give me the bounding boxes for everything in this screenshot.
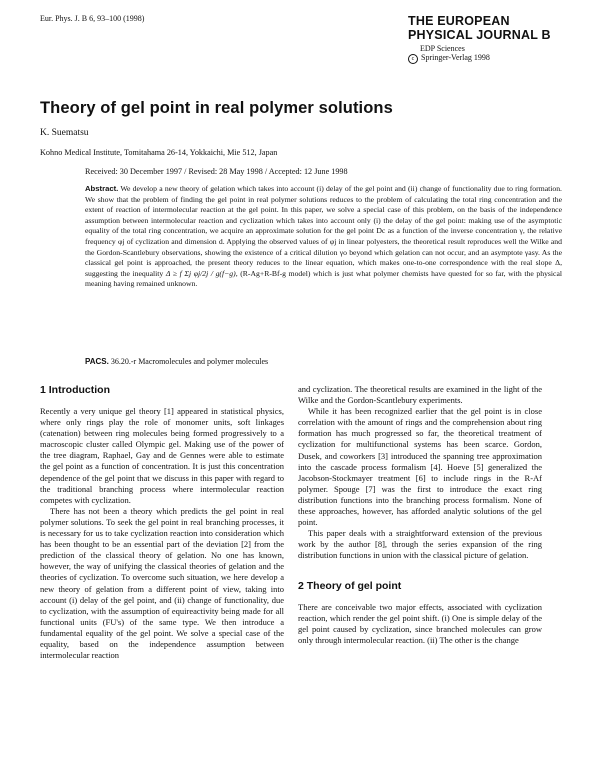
journal-title-line2: PHYSICAL JOURNAL B bbox=[408, 28, 551, 42]
intro-paragraph-2: There has not been a theory which predicts the gel point in real polymer solutions. To seek the gel point in real branching processes, it is necessary for us to take cyclization reaction into consideration which has been thought to be an essential part of the deviation [2] from the prediction of the classical theory of gelation. No one has known, however, the way of unifying the classical theories of gelation and the theories of cyclization. To overcome such situation, we here develop a new theory of gelation from a different point of view, taking into account (i) delay of the gel point, and (ii) change of functionality, due to cyclization, with the assumption of equireactivity being made for all functional units (FU's) of the same type. We then introduce a fundamental equality of the gel point. We solve a special case of the equality, based on the independence assumption between intermolecular reaction bbox=[40, 505, 284, 661]
section-heading-introduction: 1 Introduction bbox=[40, 384, 110, 396]
publisher-info bbox=[408, 44, 578, 64]
right-column bbox=[298, 384, 542, 646]
abstract-label: Abstract. bbox=[85, 184, 119, 193]
left-column bbox=[40, 384, 284, 661]
abstract-text-2: , (R-Ag+R-Bf-g model) which is just what polymer chemists have quested for so far, with the physical meaning having remained unknown. bbox=[85, 268, 563, 289]
paper-affiliation: Kohno Medical Institute, Tomitahama 26-14, Yokkaichi, Mie 512, Japan bbox=[40, 148, 278, 157]
abstract-text-1: We develop a new theory of gelation which takes into account (i) delay of the gel point and (ii) change of functionality due to ring formation. We show that the problem of finding the gel point in real polymer solutions reduces to the problem of calculating the total ring concentration and the extent of reaction of intermolecular reaction at the gel point. In this paper, we solve a special case of this problem, on the basis of the independence assumption between intermolecular reaction and cyclization which takes into account only (i) the delay of the gel point: making use of the asymptotic equality of the total ring concentration, we acquire an approximate solution for the gel point Dc as a function of the inverse concentration γ, the relative frequency φj of cyclization and dimension d. Applying the observed values of φj in linear polyesters, the theoretical result reproduces well the Wilke and the Gordon-Scantlebury observations, showing the existence of a critical dilution γo beyond which gelation can not occur, and an asymptote γasy. As the classical gel point is approached, the present theory reduces to the linear equation, which makes one-to-one correspondence with the real slope Δ, suggesting the inequality bbox=[85, 184, 562, 278]
abstract-inequality: Δ ≥ f Σj φj/2j / g(f−g) bbox=[165, 268, 236, 278]
intro-paragraph-4: This paper deals with a straightforward extension of the previous work by the author [8], through the series expansion of the ring distribution functions in union with the classical picture of gelation. bbox=[298, 528, 542, 561]
paper-dates: Received: 30 December 1997 / Revised: 28 May 1998 / Accepted: 12 June 1998 bbox=[85, 167, 348, 176]
intro-paragraph-1: Recently a very unique gel theory [1] appeared in statistical physics, where only rings play the role of monomer units, soft linkages (catenation) between ring molecules being formed progressively to a macroscopic cluster called Olympic gel. Making use of the power of the tree diagram, Raphael, Gay and de Gennes were able to estimate the gel point as a function of concentration. It is just this concentration dependence of the gel point that we discuss in this paper with regard to the traditional branching process where intermolecular reaction competes with cyclization. bbox=[40, 406, 284, 505]
publisher-springer: Springer-Verlag 1998 bbox=[421, 53, 490, 62]
intro-paragraph-2-continued: and cyclization. The theoretical results are examined in the light of the Wilke and the Gordon-Scantlebury experiments. bbox=[298, 384, 542, 406]
journal-title bbox=[408, 14, 578, 42]
copyright-icon: c bbox=[408, 54, 418, 64]
paper-author: K. Suematsu bbox=[40, 128, 89, 138]
intro-paragraph-3: While it has been recognized earlier that the gel point is in close correlation with the amount of rings and the comprehension about ring formation has much progressed so far, the theoretical treatment of cyclization for multifunctional systems has been scarce. Gordon, Dusek, and coworkers [3] introduced the spanning tree approximation into the cascade process formalism [4]. Hoeve [5] generalized the Jacobson-Stockmayer treatment [6] to include rings in the R-Af polymer. Spouge [7] was the first to introduce the exact ring distribution functions into the branching process formalism. None of these approaches, however, has afforded analytic solutions of the gel point. bbox=[298, 406, 542, 528]
publisher-edp: EDP Sciences bbox=[420, 44, 465, 53]
pacs-line bbox=[85, 357, 268, 366]
section-heading-theory: 2 Theory of gel point bbox=[298, 579, 402, 592]
journal-title-line1: THE EUROPEAN bbox=[408, 14, 510, 28]
theory-paragraph-1: There are conceivable two major effects, associated with cyclization reaction, which render the gel point shift. (i) One is simple delay of the gel point caused by cyclization, since branched molecules can grow only through intermolecular reaction. (ii) The other is the change bbox=[298, 601, 542, 645]
journal-citation: Eur. Phys. J. B 6, 93–100 (1998) bbox=[40, 14, 145, 23]
pacs-text: 36.20.-r Macromolecules and polymer molecules bbox=[110, 357, 269, 366]
journal-masthead bbox=[408, 14, 578, 64]
paper-title: Theory of gel point in real polymer solutions bbox=[40, 99, 393, 117]
abstract bbox=[85, 184, 562, 290]
pacs-label: PACS. bbox=[85, 357, 109, 366]
